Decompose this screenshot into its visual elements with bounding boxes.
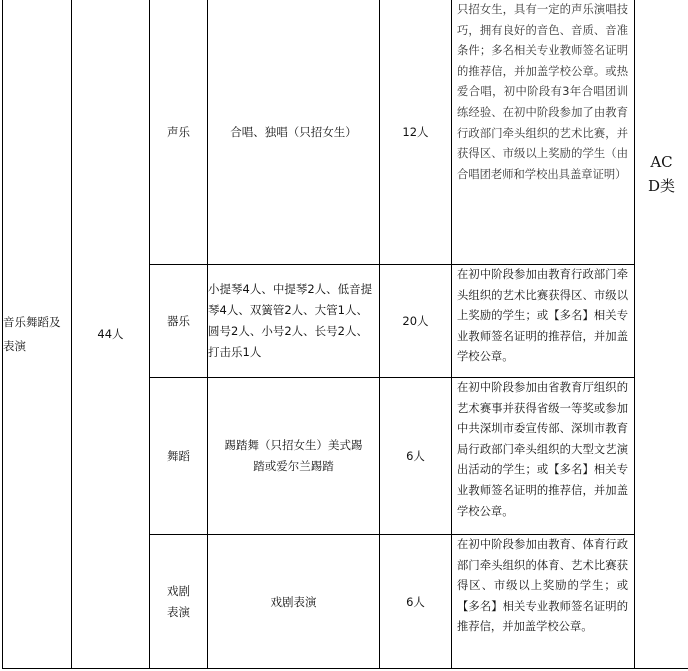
requirement-cell: 在初中阶段参加由教育、体育行政部门牵头组织的体育、艺术比赛获得区、市级以上奖励的学生；或【多名】相关专业教师签名证明的推荐信，并加盖学校公章。: [452, 535, 635, 669]
quota-cell: 6人: [380, 535, 452, 669]
specialty-cell: 戏剧表演: [208, 535, 380, 669]
specialty-cell: 踢踏舞（只招女生）美式踢踏或爱尔兰踢踏: [208, 378, 380, 535]
admission-table: [2, 0, 688, 669]
requirement-cell: 只招女生，具有一定的声乐演唱技巧，拥有良好的音色、音质、音准条件；多名相关专业教师签名证明的推荐信，并加盖学校公章。或热爱合唱，初中阶段有3年合唱团训练经验、在初中阶段参加了由教育行政部门牵头组织的艺术比赛，并获得区、市级以上奖励的学生（由合唱团老师和学校出具盖章证明）: [452, 0, 635, 265]
selection-method-cell: [635, 0, 688, 669]
table-row: [3, 0, 688, 265]
category-cell: 音乐舞蹈及表演: [3, 0, 72, 669]
instrument-cell: 戏剧表演: [150, 535, 208, 669]
quota-cell: 12人: [380, 0, 452, 265]
requirement-cell: 在初中阶段参加由教育行政部门牵头组织的艺术比赛获得区、市级以上奖励的学生；或【多名】相关专业教师签名证明的推荐信，并加盖学校公章。: [452, 265, 635, 378]
instrument-cell: 声乐: [150, 0, 208, 265]
selection-method-text: AC D类: [647, 153, 676, 195]
specialty-cell: 合唱、独唱（只招女生）: [208, 0, 380, 265]
instrument-cell: 舞蹈: [150, 378, 208, 535]
specialty-cell: 小提琴4人、中提琴2人、低音提琴4人、双簧管2人、大管1人、圆号2人、小号2人、长号2人、打击乐1人: [208, 265, 380, 378]
requirement-cell: 在初中阶段参加由省教育厅组织的艺术赛事并获得省级一等奖或参加中共深圳市委宣传部、深圳市教育局行政部门牵头组织的大型文艺演出活动的学生；或【多名】相关专业教师签名证明的推荐信，并加盖学校公章。: [452, 378, 635, 535]
total-quota-cell: 44人: [72, 0, 150, 669]
instrument-cell: 器乐: [150, 265, 208, 378]
quota-cell: 20人: [380, 265, 452, 378]
quota-cell: 6人: [380, 378, 452, 535]
